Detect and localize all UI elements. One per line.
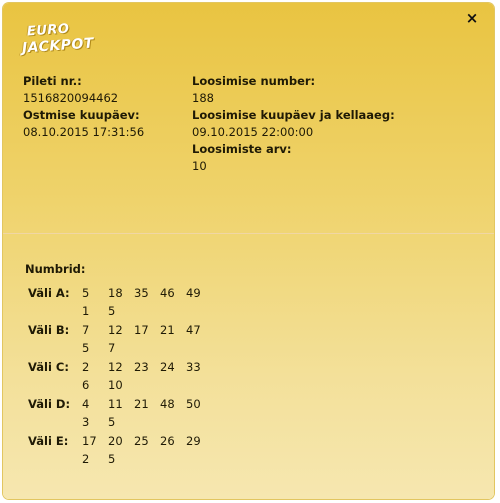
draw-number-value: 188 [192, 91, 214, 105]
main-numbers-row [82, 321, 212, 339]
main-number: 23 [134, 360, 149, 374]
main-number: 47 [186, 323, 201, 337]
main-number: 17 [82, 434, 97, 448]
extra-number: 5 [108, 452, 116, 466]
field-label: Väli C: [28, 360, 69, 374]
main-number: 33 [186, 360, 201, 374]
main-number: 18 [108, 286, 123, 300]
main-number: 49 [186, 286, 201, 300]
logo-line-2: JACKPOT [21, 35, 95, 57]
main-number: 17 [134, 323, 149, 337]
main-number: 48 [160, 397, 175, 411]
extra-number: 3 [82, 415, 90, 429]
close-button[interactable]: × [465, 9, 479, 27]
main-number: 20 [108, 434, 123, 448]
main-numbers-row [82, 395, 212, 413]
extra-numbers-row [82, 302, 134, 320]
extra-number: 7 [108, 341, 116, 355]
main-number: 21 [160, 323, 175, 337]
field-b [25, 321, 201, 358]
draw-datetime-label: Loosimise kuupäev ja kellaaeg: [192, 108, 395, 122]
extra-number: 5 [108, 415, 116, 429]
main-number: 4 [82, 397, 90, 411]
main-numbers-row [82, 432, 212, 450]
main-number: 12 [108, 323, 123, 337]
purchase-date-value: 08.10.2015 17:31:56 [23, 125, 145, 139]
ticket-panel [3, 3, 494, 499]
field-label: Väli A: [28, 286, 70, 300]
field-d [25, 395, 201, 432]
main-numbers-row [82, 358, 212, 376]
draw-number-label: Loosimise number: [192, 74, 316, 88]
main-number: 26 [160, 434, 175, 448]
draw-count-value: 10 [192, 159, 207, 173]
extra-number: 6 [82, 378, 90, 392]
field-a [25, 284, 201, 321]
numbers-title: Numbrid: [25, 262, 86, 276]
field-e [25, 432, 201, 469]
main-number: 24 [160, 360, 175, 374]
draw-datetime-value: 09.10.2015 22:00:00 [192, 125, 314, 139]
main-number: 11 [108, 397, 123, 411]
extra-numbers-row [82, 376, 134, 394]
main-numbers-row [82, 284, 212, 302]
ticket-details-left [23, 73, 144, 141]
main-number: 5 [82, 286, 90, 300]
extra-number: 2 [82, 452, 90, 466]
ticket-details-right [192, 73, 395, 175]
extra-number: 1 [82, 304, 90, 318]
field-label: Väli E: [28, 434, 69, 448]
draw-count-label: Loosimiste arv: [192, 142, 292, 156]
numbers-section [25, 261, 201, 469]
main-number: 12 [108, 360, 123, 374]
main-number: 7 [82, 323, 90, 337]
ticket-number-value: 1516820094462 [23, 91, 119, 105]
main-number: 21 [134, 397, 149, 411]
extra-numbers-row [82, 413, 134, 431]
logo-line-1: EURO [26, 21, 70, 40]
main-number: 50 [186, 397, 201, 411]
extra-number: 5 [82, 341, 90, 355]
field-label: Väli B: [28, 323, 70, 337]
main-number: 46 [160, 286, 175, 300]
field-label: Väli D: [28, 397, 71, 411]
extra-numbers-row [82, 339, 134, 357]
main-number: 29 [186, 434, 201, 448]
main-number: 2 [82, 360, 90, 374]
eurojackpot-logo [21, 21, 95, 59]
main-number: 25 [134, 434, 149, 448]
extra-number: 10 [108, 378, 123, 392]
purchase-date-label: Ostmise kuupäev: [23, 108, 140, 122]
extra-number: 5 [108, 304, 116, 318]
extra-numbers-row [82, 450, 134, 468]
ticket-number-label: Pileti nr.: [23, 74, 82, 88]
ticket-info-section [3, 3, 494, 234]
field-c [25, 358, 201, 395]
main-number: 35 [134, 286, 149, 300]
